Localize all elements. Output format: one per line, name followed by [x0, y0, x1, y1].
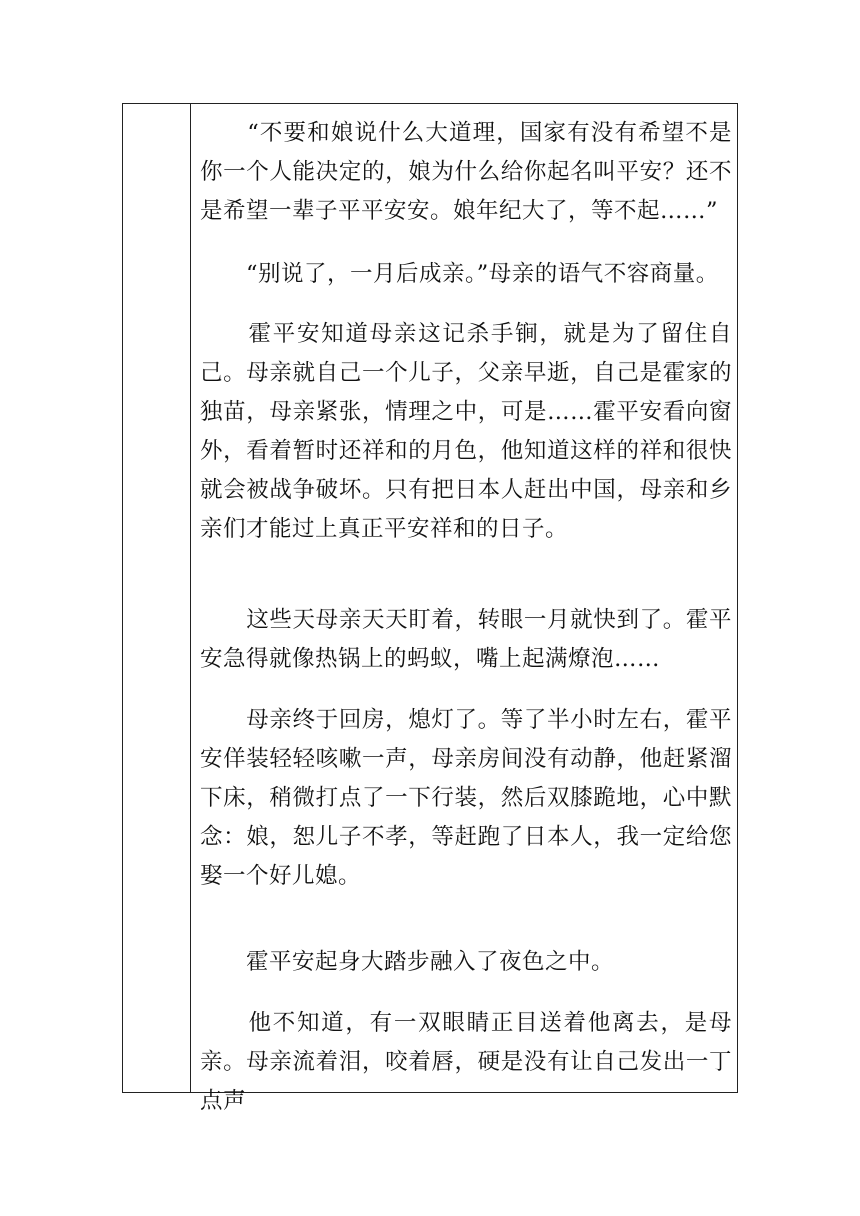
paragraph-7: 他不知道，有一双眼睛正目送着他离去，是母亲。母亲流着泪，咬着唇，硬是没有让自己发出一丁点声	[200, 1010, 732, 1114]
paragraph-5: 母亲终于回房，熄灯了。等了半小时左右，霍平安佯装轻轻咳嗽一声，母亲房间没有动静，他赶紧溜下床，稍微打点了一下行装，然后双膝跪地，心中默念：娘，恕儿子不孝，等赶跑了日本人，我一定给您娶一个好儿媳。	[200, 707, 732, 889]
paragraph-4: 这些天母亲天天盯着，转眼一月就快到了。霍平安急得就像热锅上的蚂蚁，嘴上起满燎泡……	[200, 607, 732, 672]
paragraph-2: “别说了，一月后成亲。”母亲的语气不容商量。	[200, 261, 719, 287]
paragraph-3: 霍平安知道母亲这记杀手锏，就是为了留住自己。母亲就自己一个儿子，父亲早逝，自己是霍家的独苗，母亲紧张，情理之中，可是……霍平安看向窗外，看着暂时还祥和的月色，他知道这样的祥和很快就会被战争破坏。只有把日本人赶出中国，母亲和乡亲们才能过上真正平安祥和的日子。	[200, 321, 732, 542]
empty-left-column	[123, 104, 191, 1092]
story-table	[122, 103, 738, 1114]
story-text-cell	[192, 104, 737, 1114]
paragraph-6: 霍平安起身大踏步融入了夜色之中。	[200, 949, 615, 975]
paragraph-1: “不要和娘说什么大道理，国家有没有希望不是你一个人能决定的，娘为什么给你起名叫平安？还不是希望一辈子平平安安。娘年纪大了，等不起……”	[200, 120, 732, 224]
